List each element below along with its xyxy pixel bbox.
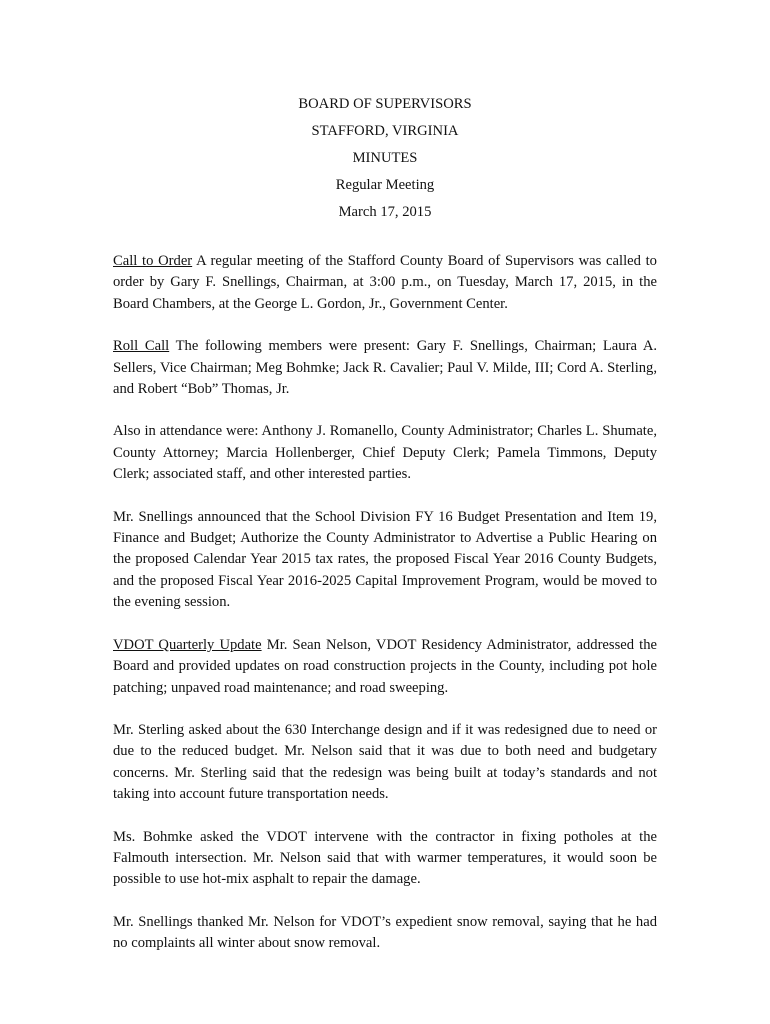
minutes-body (113, 251, 657, 976)
paragraph-text: A regular meeting of the Stafford County Board of Supervisors was called to order by Gary F. Snellings, Chairman, at 3:00 p.m., on Tuesday, March 17, 2015, in the Board Chambers, at the George L. Gordon, Jr., Government Center. (113, 253, 657, 312)
paragraph-vdot-update (113, 635, 657, 699)
paragraph-text: Mr. Snellings announced that the School Division FY 16 Budget Presentation and Item 19, Finance and Budget; Authorize the County Administrator to Advertise a Public Hearing on the proposed Calendar Year 2015 tax rates, the proposed Fiscal Year 2016 County Budgets, and the proposed Fiscal Year 2016-2025 Capital Improvement Program, would be moved to the evening session. (113, 508, 657, 611)
meeting-type: Regular Meeting (335, 177, 435, 193)
paragraph-text: Also in attendance were: Anthony J. Romanello, County Administrator; Charles L. Shumate, County Attorney; Marcia Hollenberger, Chief Deputy Clerk; Pamela Timmons, Deputy Clerk; associated staff, and other interested parties. (113, 423, 657, 483)
paragraph-snellings-thanks (113, 912, 657, 955)
paragraph-text: The following members were present: Gary F. Snellings, Chairman; Laura A. Sellers, Vice Chairman; Meg Bohmke; Jack R. Cavalier; Paul V. Milde, III; Cord A. Sterling, and Robert “Bob” Thomas, Jr. (113, 338, 658, 398)
paragraph-text: Ms. Bohmke asked the VDOT intervene with the contractor in fixing potholes at the Falmouth intersection. Mr. Nelson said that with warmer temperatures, it would soon be possible to use hot-mix asphalt to repair the damage. (113, 828, 657, 888)
meeting-date: March 17, 2015 (338, 204, 432, 220)
document-header (0, 91, 770, 226)
location-title: STAFFORD, VIRGINIA (311, 123, 459, 139)
paragraph-sterling-question (113, 720, 657, 806)
paragraph-attendance (113, 421, 657, 485)
document-type: MINUTES (352, 150, 418, 166)
paragraph-text: Mr. Sean Nelson, VDOT Residency Administrator, addressed the Board and provided updates on road construction projects in the County, including pot hole patching; unpaved road maintenance; and road sweeping. (113, 636, 657, 696)
paragraph-call-to-order (113, 251, 657, 315)
board-title: BOARD OF SUPERVISORS (298, 96, 472, 112)
paragraph-roll-call (113, 336, 657, 400)
paragraph-text: Mr. Snellings thanked Mr. Nelson for VDOT’s expedient snow removal, saying that he had no complaints all winter about snow removal. (113, 913, 657, 952)
paragraph-announcement (113, 507, 657, 614)
section-heading: VDOT Quarterly Update (113, 636, 262, 653)
paragraph-text: Mr. Sterling asked about the 630 Interchange design and if it was redesigned due to need or due to the reduced budget. Mr. Nelson said that it was due to both need and budgetary concerns. Mr. Sterling said that the redesign was being built at today’s standards and not taking into account future transportation needs. (113, 721, 657, 803)
section-heading: Roll Call (113, 338, 170, 355)
section-heading: Call to Order (113, 253, 193, 269)
paragraph-bohmke-request (113, 827, 657, 891)
